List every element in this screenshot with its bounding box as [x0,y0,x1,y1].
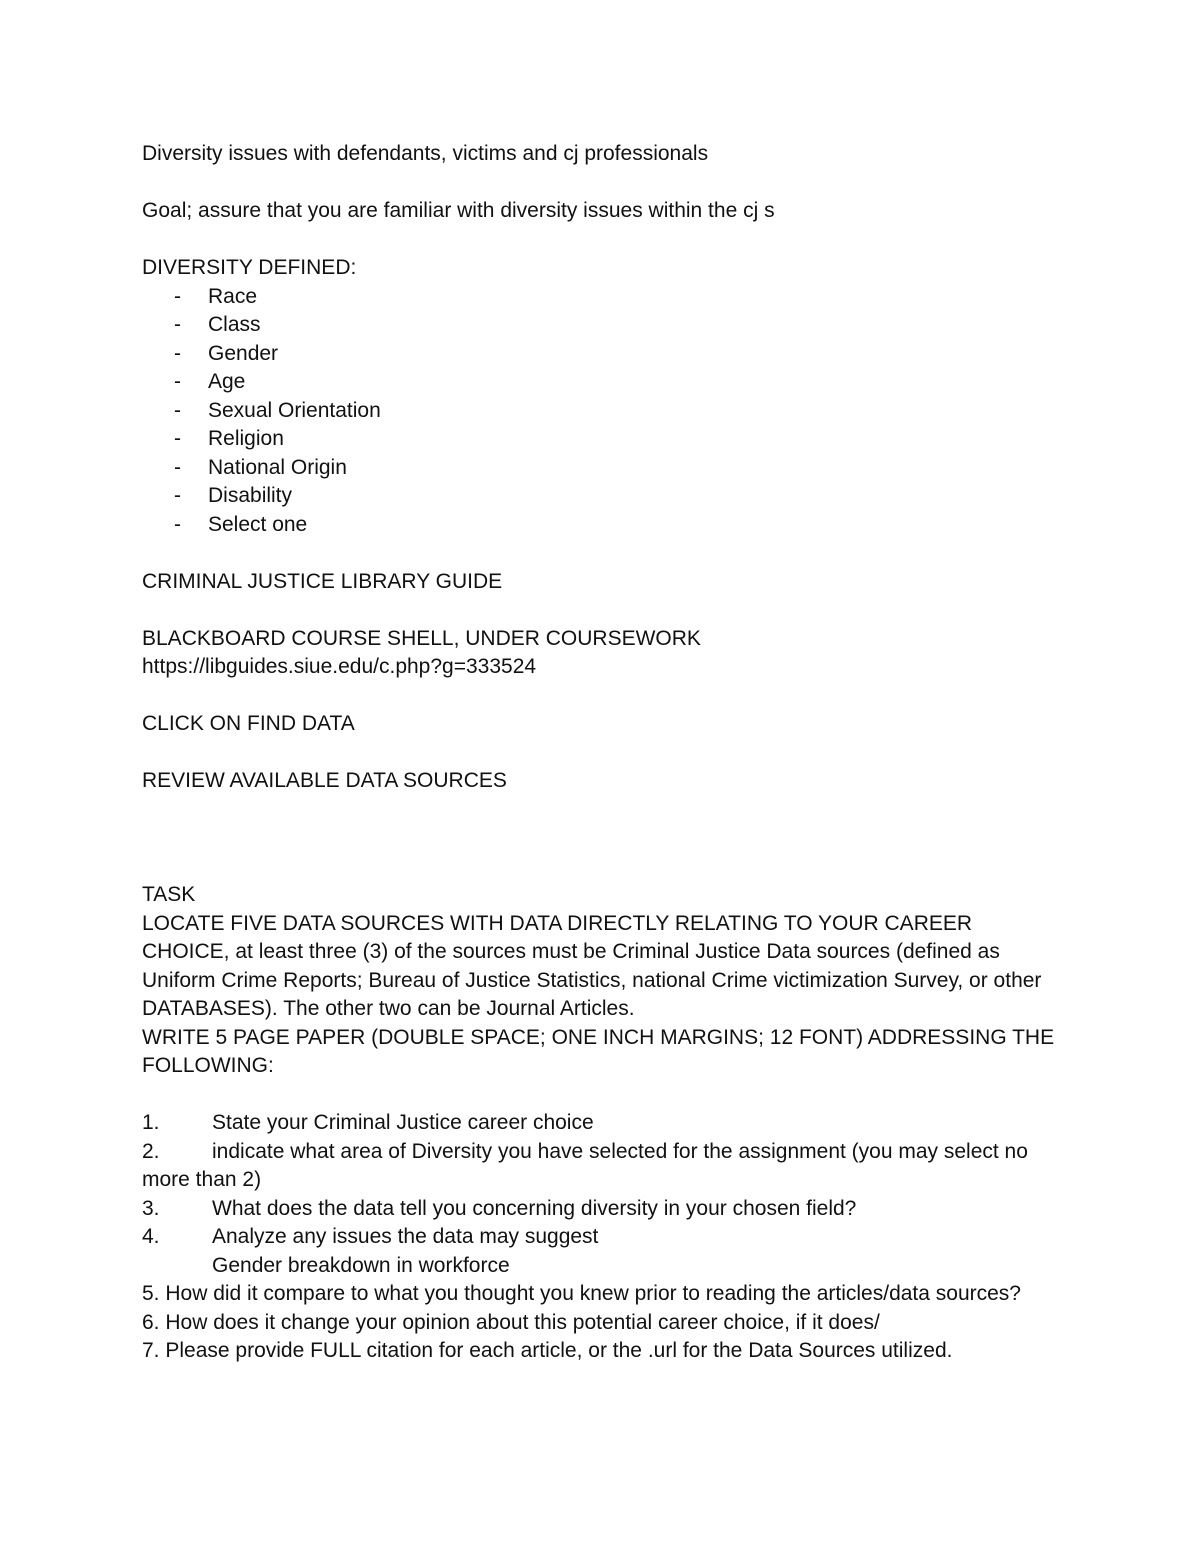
list-item: - Select one [142,511,1062,540]
review-data-sources: REVIEW AVAILABLE DATA SOURCES [142,769,507,792]
dash-bullet: - [174,370,181,393]
dash-bullet: - [174,427,181,450]
library-guide-heading: CRIMINAL JUSTICE LIBRARY GUIDE [142,569,503,593]
list-item: - Age [142,368,1062,397]
list-item: - Religion [142,425,1062,454]
list-item: 3. What does the data tell you concerning diversity in your chosen field? [142,1196,857,1220]
goal-text: Goal; assure that you are familiar with diversity issues within the cj s [142,199,775,222]
list-item: 4. Analyze any issues the data may suggest Gender breakdown in workforce [142,1225,599,1277]
blackboard-heading: BLACKBOARD COURSE SHELL, UNDER COURSEWORK [142,626,701,650]
question-6: 6. How does it change your opinion about this potential career choice, if it does/ [142,1310,880,1334]
question-5: 5. How did it compare to what you thought you knew prior to reading the articles/data sources? [142,1282,1021,1305]
document-page [142,140,1062,1366]
list-item: 2. indicate what area of Diversity you have selected for the assignment (you may select no more than 2) [142,1139,1028,1191]
dash-bullet: - [174,313,181,336]
list-item: - National Origin [142,454,1062,483]
task-locate-paragraph: LOCATE FIVE DATA SOURCES WITH DATA DIRECTLY RELATING TO YOUR CAREER CHOICE, at least three (3) of the sources must be Criminal Justice Data sources (defined as Uniform Crime Reports; Bureau of Justice Statistics, national Crime victimization Survey, or other DATABASES). The other two can be Journal Articles. [142,911,1042,1020]
click-find-data: CLICK ON FIND DATA [142,712,355,735]
list-item: 1. State your Criminal Justice career choice [142,1111,594,1134]
dash-bullet: - [174,512,181,536]
dash-bullet: - [174,455,181,479]
list-item: - Race [142,283,1062,312]
dash-bullet: - [174,341,181,365]
dash-bullet: - [174,484,181,507]
list-item: - Sexual Orientation [142,397,1062,426]
task-heading: TASK [142,883,196,906]
library-url: https://libguides.siue.edu/c.php?g=333524 [142,655,537,678]
question-7: 7. Please provide FULL citation for each article, or the .url for the Data Sources utilized. [142,1339,953,1362]
task-write-paragraph: WRITE 5 PAGE PAPER (DOUBLE SPACE; ONE INCH MARGINS; 12 FONT) ADDRESSING THE FOLLOWING: [142,1025,1055,1077]
questions-list [142,1109,1062,1280]
diversity-heading: DIVERSITY DEFINED: [142,256,357,279]
diversity-list [142,283,1062,540]
list-item: - Gender [142,340,1062,369]
list-item: - Disability [142,482,1062,511]
list-item: - Class [142,311,1062,340]
document-title: Diversity issues with defendants, victims and cj professionals [142,142,709,165]
dash-bullet: - [174,284,181,308]
dash-bullet: - [174,398,181,422]
